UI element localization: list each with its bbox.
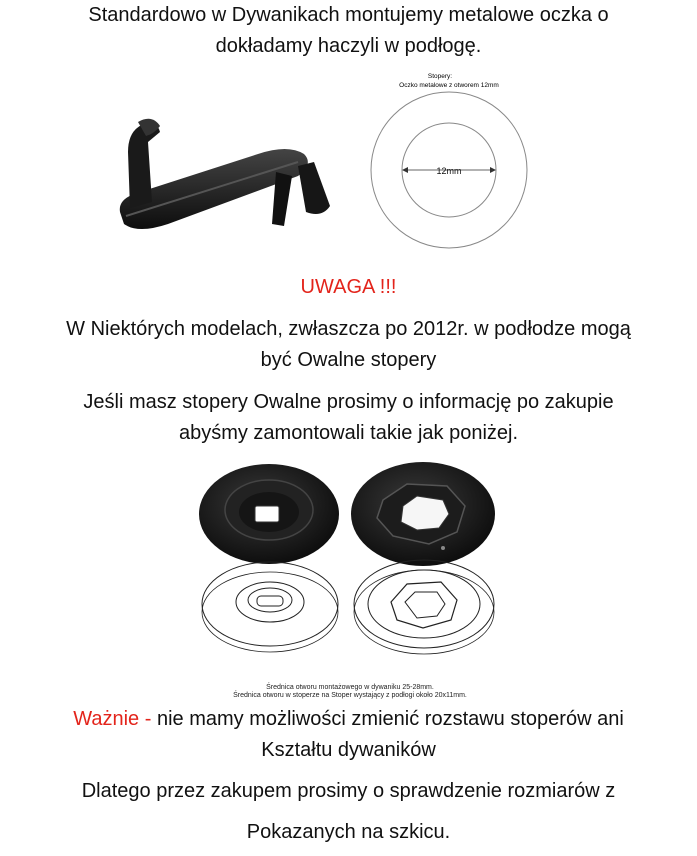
info-line-3: Jeśli masz stopery Owalne prosimy o informację po zakupie bbox=[83, 391, 614, 413]
eyelet-dimension-label: 12mm bbox=[436, 166, 462, 176]
intro-line-2: dokładamy haczyli w podłogę. bbox=[215, 35, 482, 57]
important-label: Ważnie - bbox=[73, 708, 152, 730]
check-sizes-line-2: Pokazanych na szkicu. bbox=[246, 821, 451, 843]
oval-caption-line-2: Średnica otworu w stoperze na Stoper wystający z podłogi około 20x11mm. bbox=[233, 692, 467, 699]
info-line-2: być Owalne stopery bbox=[260, 349, 437, 371]
oval-caption-line-1: Średnica otworu montażowego w dywaniku 25-28mm. bbox=[266, 684, 434, 691]
intro-line-1: Standardowo w Dywanikach montujemy metalowe oczka o bbox=[88, 4, 609, 26]
hook-image bbox=[108, 112, 338, 237]
info-line-1: W Niektórych modelach, zwłaszcza po 2012r. w podłodze mogą bbox=[66, 318, 631, 340]
eyelet-title-line-2: Oczko metalowe z otworem 12mm bbox=[399, 82, 499, 89]
metal-eyelet-diagram bbox=[368, 70, 530, 252]
important-line-2: Kształtu dywaników bbox=[261, 739, 436, 761]
warning-heading: UWAGA !!! bbox=[300, 276, 397, 298]
eyelet-title-line-1: Stopery: bbox=[427, 73, 453, 80]
check-sizes-line: Dlatego przez zakupem prosimy o sprawdzenie rozmiarów z bbox=[81, 780, 616, 802]
oval-stopper-image bbox=[195, 452, 505, 684]
important-line-1 bbox=[0, 707, 697, 731]
important-text: nie mamy możliwości zmienić rozstawu stoperów ani bbox=[151, 708, 624, 730]
info-line-4: abyśmy zamontowali takie jak poniżej. bbox=[178, 422, 519, 444]
